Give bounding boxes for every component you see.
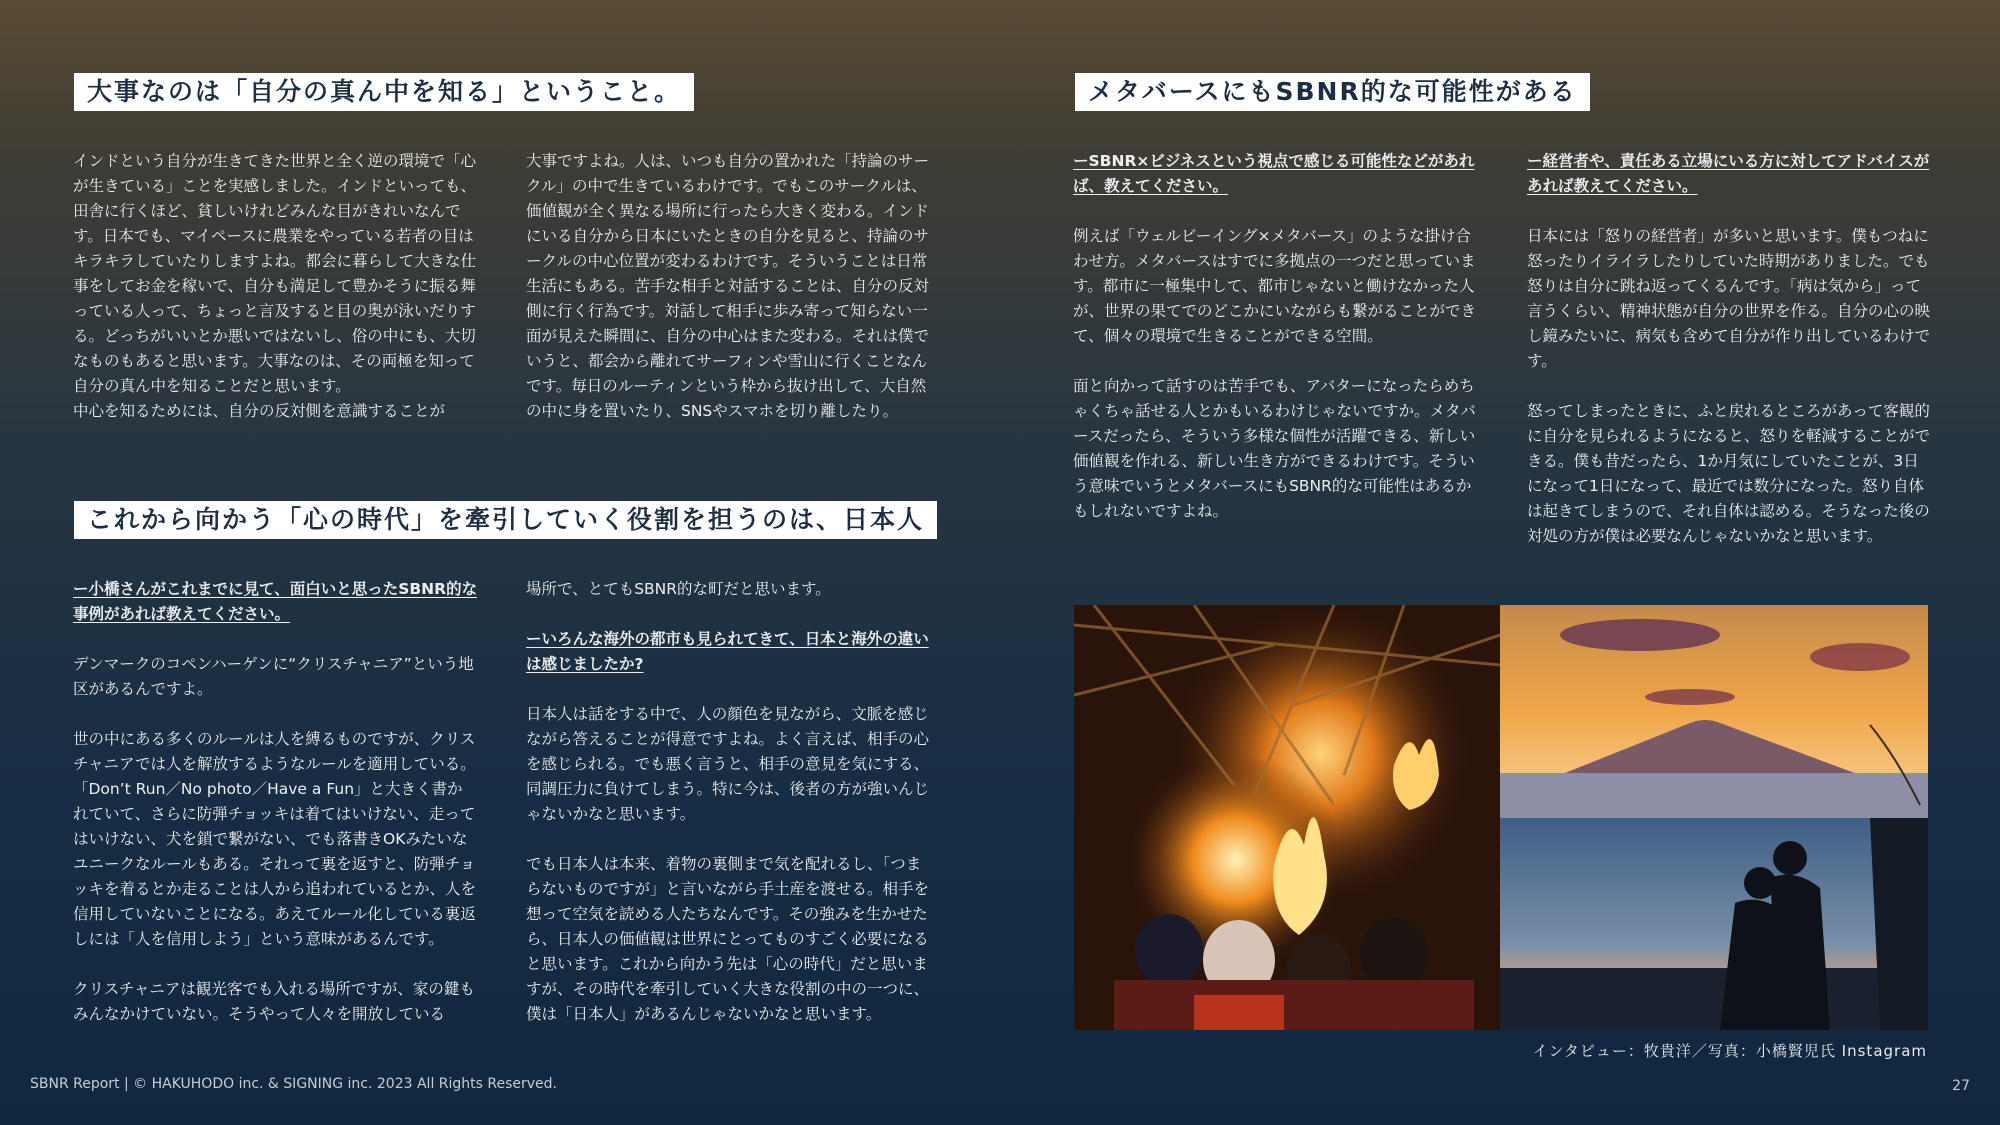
couple-silhouette-photo <box>1500 818 1928 1030</box>
paragraph: デンマークのコペンハーゲンに“クリスチャニア”という地区があるんですよ。 <box>73 655 474 698</box>
section-heading-japanese-role: これから向かう「心の時代」を牽引していく役割を担うのは、日本人 <box>74 501 937 539</box>
text-column-5 <box>1073 149 1478 524</box>
interview-question: ーSBNR×ビジネスという視点で感じる可能性などがあれば、教えてください。 <box>1073 152 1475 195</box>
paragraph: 大事ですよね。人は、いつも自分の置かれた「持論のサークル」の中で生きているわけです。でもこのサークルは、価値観が全く異なる場所に行ったら大きく変わる。インドにいる自分から日本にいたときの自分を見ると、持論のサークルの中心位置が変わるわけです。そういうことは日常生活にもある。苦手な相手と対話することは、自分の反対側に行く行為です。対話して相手に歩み寄って知らない一面が見えた瞬間に、自分の中心はまた変わる。それは僕でいうと、都会から離れてサーフィンや雪山に行くことなんです。毎日のルーティンという枠から抜け出して、大自然の中に身を置いたり、SNSやスマホを切り離したり。 <box>526 152 930 420</box>
paragraph: クリスチャニアは観光客でも入れる場所ですが、家の鍵もみんなかけていない。そうやって人々を開放している <box>73 980 475 1023</box>
text-column-6 <box>1527 149 1932 549</box>
paragraph: インドという自分が生きてきた世界と全く逆の環境で「心が生きている」ことを実感しました。インドといっても、田舎に行くほど、貧しいけれどみんな目がきれいなんです。日本でも、マイペースに農業をやっている若者の目はキラキラしていたりしますよね。都会に暮らして大きな仕事をしてお金を稼いで、自分も満足して豊かそうに振る舞っている人って、ちょっと言及すると目の奥が泳いだりする。どっちがいいとか悪いではないし、俗の中にも、大切なものもあると思います。大事なのは、その両極を知って自分の真ん中を知ることだと思います。 <box>73 152 477 395</box>
paragraph: 例えば「ウェルビーイング×メタバース」のような掛け合わせ方。メタバースはすでに多拠点の一つだと思っています。都市に一極集中して、都市じゃないと働けなかった人が、世界の果てでのどこかにいながらも繋がることができて、個々の環境で生きることができる空間。 <box>1073 227 1477 345</box>
text-column-2 <box>526 149 931 424</box>
section-heading-center: 大事なのは「自分の真ん中を知る」ということ。 <box>74 73 694 111</box>
paragraph: でも日本人は本来、着物の裏側まで気を配れるし、「つまらないものですが」と言いながら手土産を渡せる。相手を想って空気を読める人たちなんです。その強みを生かせたら、日本人の価値観は世界にとってものすごく必要になると思います。これから向かう先は「心の時代」だと思いますが、その時代を牽引していく大きな役割の中の一つに、僕は「日本人」があるんじゃないかなと思います。 <box>526 855 930 1023</box>
page-number: 27 <box>1952 1078 1970 1094</box>
interview-question: ーいろんな海外の都市も見られてきて、日本と海外の違いは感じましたか? <box>526 630 929 673</box>
text-column-4 <box>526 577 931 1027</box>
paragraph: 場所で、とてもSBNR的な町だと思います。 <box>526 580 831 598</box>
paragraph: 怒ってしまったときに、ふと戻れるところがあって客観的に自分を見られるようになると、怒りを軽減することができる。僕も昔だったら、1か月気にしていたことが、3日になって1日になって、最近では数分になった。怒り自体は起きてしまうので、それ自体は認める。そうなった後の対処の方が僕は必要なんじゃないかなと思います。 <box>1527 402 1931 545</box>
interview-question: ー小橋さんがこれまでに見て、面白いと思ったSBNR的な事例があれば教えてください。 <box>73 580 478 623</box>
text-column-1 <box>73 149 478 424</box>
footer-copyright: SBNR Report | © HAKUHODO inc. & SIGNING inc. 2023 All Rights Reserved. <box>30 1076 558 1092</box>
mount-fuji-sunset-photo <box>1500 605 1928 818</box>
paragraph: 日本には「怒りの経営者」が多いと思います。僕もつねに怒ったりイライラしたりしていた時期がありました。でも怒りは自分に跳ね返ってくるんです。「病は気から」って言うくらい、精神状態が自分の世界を作る。自分の心の映し鏡みたいに、病気も含めて自分が作り出しているわけです。 <box>1527 227 1931 370</box>
interview-question: ー経営者や、責任ある立場にいる方に対してアドバイスがあれば教えてください。 <box>1527 152 1930 195</box>
paragraph: 面と向かって話すのは苦手でも、アバターになったらめちゃくちゃ話せる人とかもいるわけじゃないですか。メタバースだったら、そういう多様な個性が活躍できる、新しい価値観を作れる、新しい生き方ができるわけです。そういう意味でいうとメタバースにもSBNR的な可能性はあるかもしれないですよね。 <box>1073 377 1476 520</box>
section-heading-metaverse: メタバースにもSBNR的な可能性がある <box>1075 73 1590 111</box>
text-column-3 <box>73 577 478 1027</box>
photo-credit: インタビュー：牧貴洋／写真：小橋賢児氏 Instagram <box>1532 1042 1927 1060</box>
paragraph: 世の中にある多くのルールは人を縛るものですが、クリスチャニアでは人を解放するようなルールを適用している。「Don’t Run／No photo／Have a Fun」と大きく書かれていて、さらに防弾チョッキは着てはいけない、走ってはいけない、犬を鎖で繋がない、でも落書きOKみたいなユニークなルールもある。それって裏を返すと、防弾チョッキを着るとか走ることは人から追われているとか、人を信用していないことになる。あえてルール化している裏返しには「人を信用しよう」という意味があるんです。 <box>73 730 477 948</box>
fire-festival-photo <box>1074 605 1500 1030</box>
paragraph: 日本人は話をする中で、人の顔色を見ながら、文脈を感じながら答えることが得意ですよね。よく言えば、相手の心を感じられる。でも悪く言うと、相手の意見を気にする、同調圧力に負けてしまう。特に今は、後者の方が強いんじゃないかなと思います。 <box>526 705 930 823</box>
paragraph: 中心を知るためには、自分の反対側を意識することが <box>73 402 446 420</box>
